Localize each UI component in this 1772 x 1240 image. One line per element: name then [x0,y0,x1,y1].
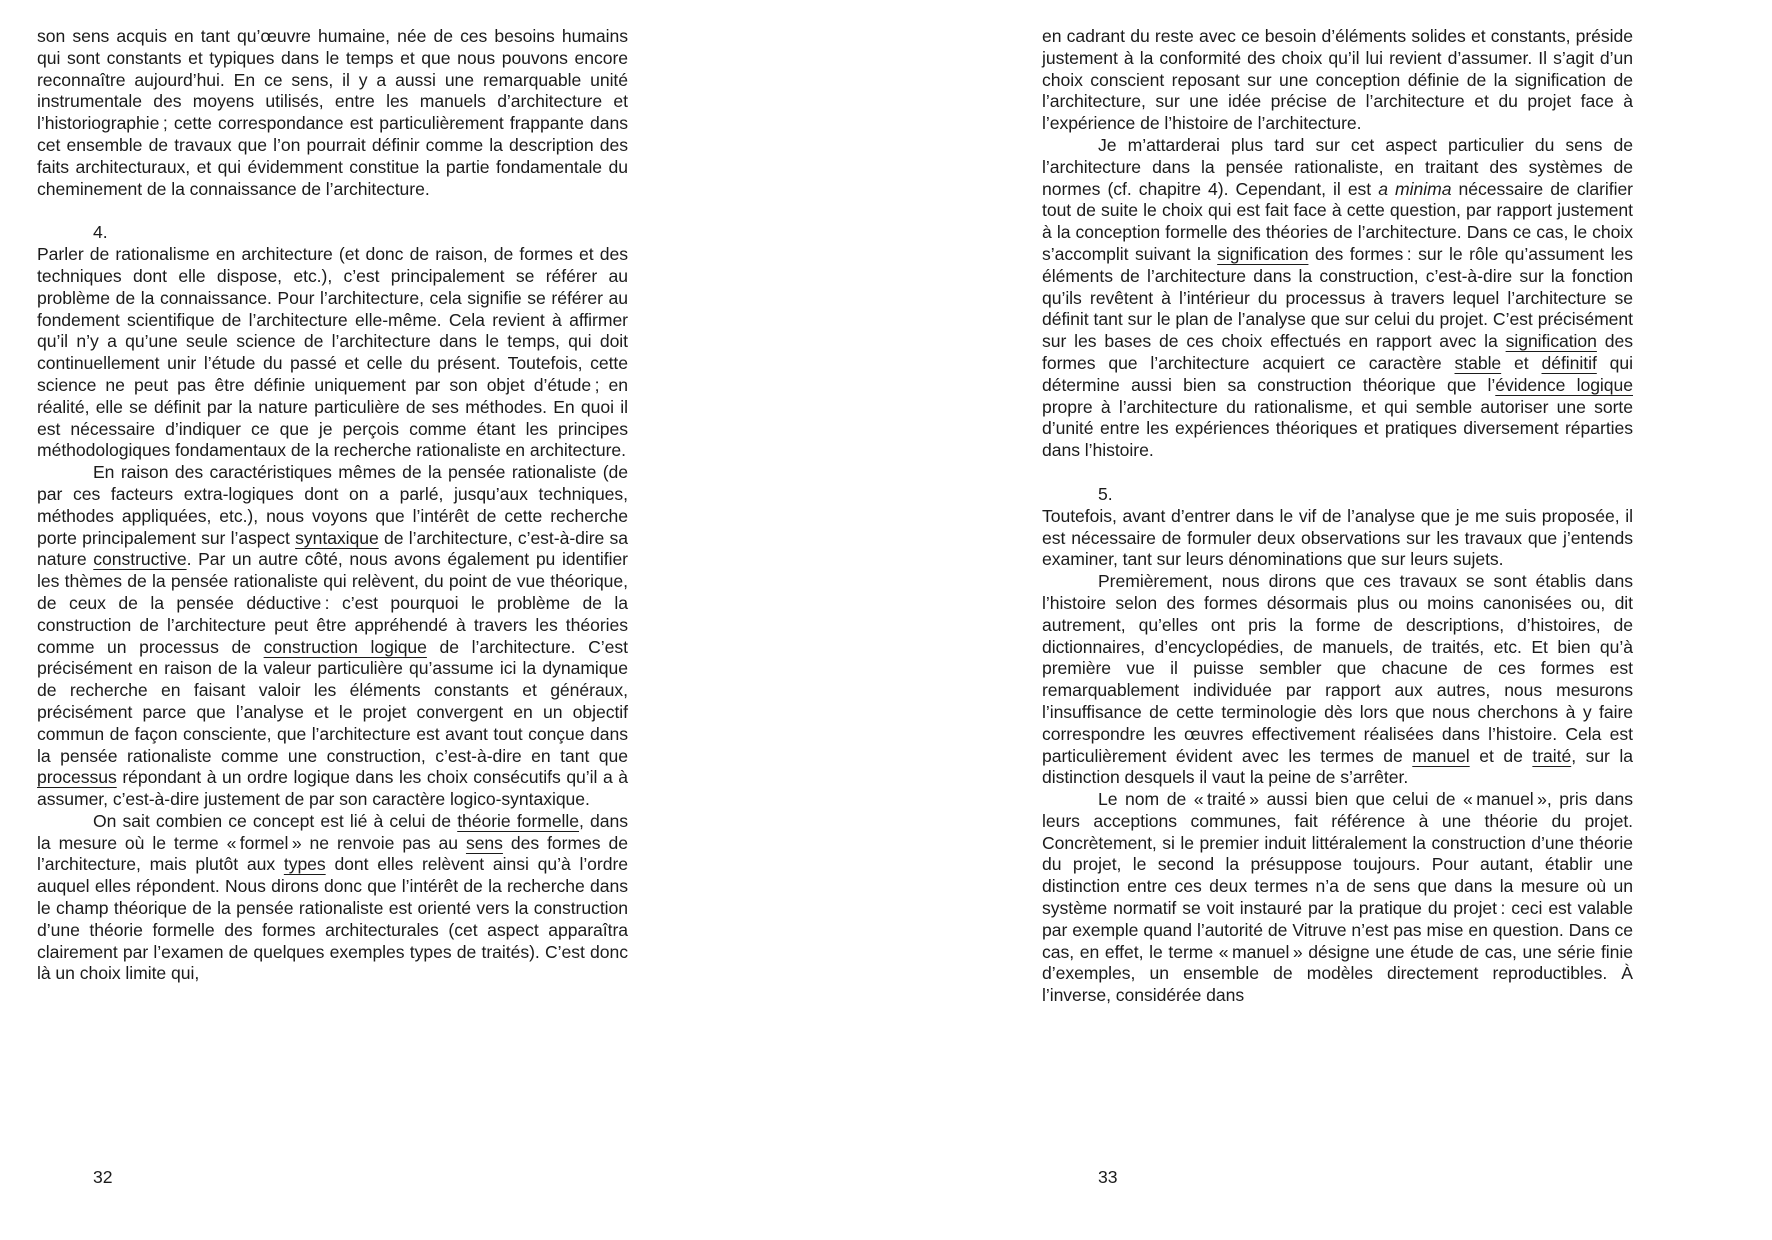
page-32 [37,0,628,1240]
paragraph [37,26,628,200]
underlined-term: stable [1454,352,1502,373]
text-run: son sens acquis en tant qu’œuvre humaine, née de ces besoins humains qui sont constants et typiques dans le temps et que nous pouvons encore reconnaître aujourd’hui. En ce sens, il y a aussi une remarquable unité instrumentale des moyens utilisés, entre les manuels d’architecture et l’historiographie ; cette correspondance est particulièrement frappante dans cet ensemble de travaux que l’on pourrait définir comme la description des faits architecturaux, et qui évidemment constitue la partie fondamentale du cheminement de la connaissance de l’architecture. [37,26,628,199]
text-run: propre à l’architecture du rationalisme, et qui semble autoriser une sorte d’unité entre les expériences théoriques et pratiques diversement réparties dans l’histoire. [1042,396,1633,461]
page-text [1042,26,1633,1007]
text-run: des formes de l’architecture, mais plutôt aux [37,832,628,875]
text-run: Parler de rationalisme en architecture (et donc de raison, de formes et des techniques dont elle dispose, etc.), c’est principalement se référer au problème de la connaissance. Pour l’architecture, cela signifie se référer au fondement scientifique de l’architecture elle-même. Cela revient à affirmer qu’il n’y a qu’une seule science de l’architecture dans le temps, qui doit continuellement unir l’étude du passé et celle du présent. Toutefois, cette science ne peut pas être définie uniquement par son objet d’étude ; en réalité, elle se définit par la nature particulière de ses méthodes. En quoi il est nécessaire d’indiquer ce que je perçois comme étant les principes méthodologiques fondamentaux de la recherche rationaliste en architecture. [37,244,628,461]
underlined-term: évidence logique [1495,374,1633,395]
paragraph [1042,506,1633,571]
paragraph [1042,26,1633,135]
underlined-term: sens [465,832,503,853]
text-run: Premièrement, nous dirons que ces travaux se sont établis dans l’histoire selon des formes désormais plus ou moins canonisées ou, dit autrement, qu’elles ont pris la forme de descriptions, d’histoires, de dictionnaires, d’encyclopédies, de manuels, de traités, etc. Et bien qu’à première vue il puisse sembler que chacune de ces formes est remarquablement individuée par rapport aux autres, nous mesurons l’insuffisance de cette terminologie dès lors que nous cherchons à y faire correspondre les œuvres effectivement réalisées dans l’histoire. Cela est particulièrement évident avec les termes de [1042,571,1633,766]
underlined-term: traité [1532,745,1572,766]
italic-term: a minima [1378,178,1452,199]
text-run: , dans la mesure où le terme « formel » ne renvoie pas au [37,810,628,853]
page-text [37,26,628,985]
page-33 [1042,0,1633,1240]
underlined-term: construction logique [263,636,427,657]
text-run: des formes que l’architecture acquiert ce caractère [1042,331,1633,373]
paragraph [1042,135,1633,462]
text-run: nécessaire de clarifier tout de suite le choix qui est fait face à cette question, par rapport justement à la conception formelle des théories de l’architecture. Dans ce cas, le choix s’accomplit suivant la [1042,178,1633,264]
text-run: 4. [93,222,108,243]
page-number: 33 [1098,1167,1118,1187]
underlined-term: syntaxique [295,527,379,548]
text-run: dont elles relèvent ainsi qu’à l’ordre auquel elles répondent. Nous dirons donc que l’intérêt de la recherche dans le champ théorique de la pensée rationaliste est orienté vers la construction d’une théorie formelle des formes architecturales (cet aspect apparaîtra clairement par l’examen de quelques exemples types de traités). C’est donc là un choix limite qui, [37,854,628,984]
text-run: On sait combien ce concept est lié à celui de [93,810,458,831]
text-run: . Par un autre côté, nous avons également pu identifier les thèmes de la pensée rationaliste qui relèvent, du point de vue théorique, de ceux de la pensée déductive : c’est pourquoi le problème de la construction de l’architecture peut être appréhendé à travers les théories comme un processus de [37,549,628,657]
text-run: Le nom de « traité » aussi bien que celui de « manuel », pris dans leurs acceptions communes, fait référence à une théorie du projet. Concrètement, si le premier induit littéralement la construction d’une théorie du projet, le second la présuppose toujours. Pour autant, établir une distinction entre ces deux termes n’a de sens que dans la mesure où un système normatif se voit instauré par la pratique du projet : ceci est valable par exemple quand l’autorité de Vitruve n’est pas mise en question. Dans ce cas, en effet, le terme « manuel » désigne une étude de cas, une série finie d’exemples, un ensemble de modèles directement reproductibles. À l’inverse, considérée dans [1042,789,1633,1006]
underlined-term: signification [1217,243,1309,264]
text-run: des formes : sur le rôle qu’assument les éléments de l’architecture dans la construction, c’est-à-dire sur la fonction qu’ils revêtent à l’intérieur du processus à travers lequel l’architecture se définit tant sur le plan de l’analyse que sur celui du projet. C’est précisément sur les bases de ces choix effectués en rapport avec la [1042,243,1634,352]
text-run: et [1501,352,1542,373]
paragraph [37,462,628,811]
text-run: répondant à un ordre logique dans les choix consécutifs qu’il a à assumer, c’est-à-dire justement de par son caractère logico-syntaxique. [37,767,628,810]
paragraph [37,244,628,462]
underlined-term: manuel [1412,745,1470,766]
paragraph [37,811,628,985]
underlined-term: signification [1505,331,1597,352]
underlined-term: définitif [1541,352,1597,373]
text-run: de l’architecture. C’est précisément en raison de la valeur particulière qu’assume ici la dynamique de recherche en faisant valoir les éléments constants et généraux, précisément parce que l’analyse et le projet convergent en un objectif commun de façon consciente, que l’architecture est avant tout conçue dans la pensée rationaliste comme une construction, c’est-à-dire en tant que [37,636,628,766]
page-number: 32 [93,1167,113,1187]
text-run: en cadrant du reste avec ce besoin d’éléments solides et constants, préside justement à la conformité des choix qu’il lui revient d’assumer. Il s’agit d’un choix conscient reposant sur une conception définie de la signification de l’architecture, sur une idée précise de l’architecture et du projet face à l’expérience de l’histoire de l’architecture. [1042,26,1633,134]
section-number [1042,484,1633,506]
text-run: de l’architecture, c’est-à-dire sa nature [37,527,628,570]
text-run: , sur la distinction desquels il vaut la peine de s’arrêter. [1042,745,1633,788]
text-run: En raison des caractéristiques mêmes de la pensée rationaliste (de par ces facteurs extra-logiques dont on a parlé, jusqu’aux techniques, méthodes appliquées, etc.), nous voyons que l’intérêt de cette recherche porte principalement sur l’aspect [37,462,628,548]
paragraph [1042,571,1633,789]
text-run: Toutefois, avant d’entrer dans le vif de l’analyse que je me suis proposée, il est nécessaire de formuler deux observations sur les travaux que j’entends examiner, tant sur leurs dénominations que sur leurs sujets. [1042,505,1633,570]
underlined-term: types [283,854,326,875]
text-run: Je m’attarderai plus tard sur cet aspect particulier du sens de l’architecture dans la pensée rationaliste, en traitant des systèmes de normes (cf. chapitre 4). Cependant, il est [1042,134,1633,199]
text-run: qui détermine aussi bien sa construction théorique que l’ [1042,352,1633,395]
text-run: 5. [1098,483,1113,504]
underlined-term: théorie formelle [457,810,580,831]
underlined-term: constructive [93,549,187,570]
section-number [37,222,628,244]
text-run: et de [1469,745,1533,766]
underlined-term: processus [37,767,117,788]
paragraph [1042,789,1633,1007]
